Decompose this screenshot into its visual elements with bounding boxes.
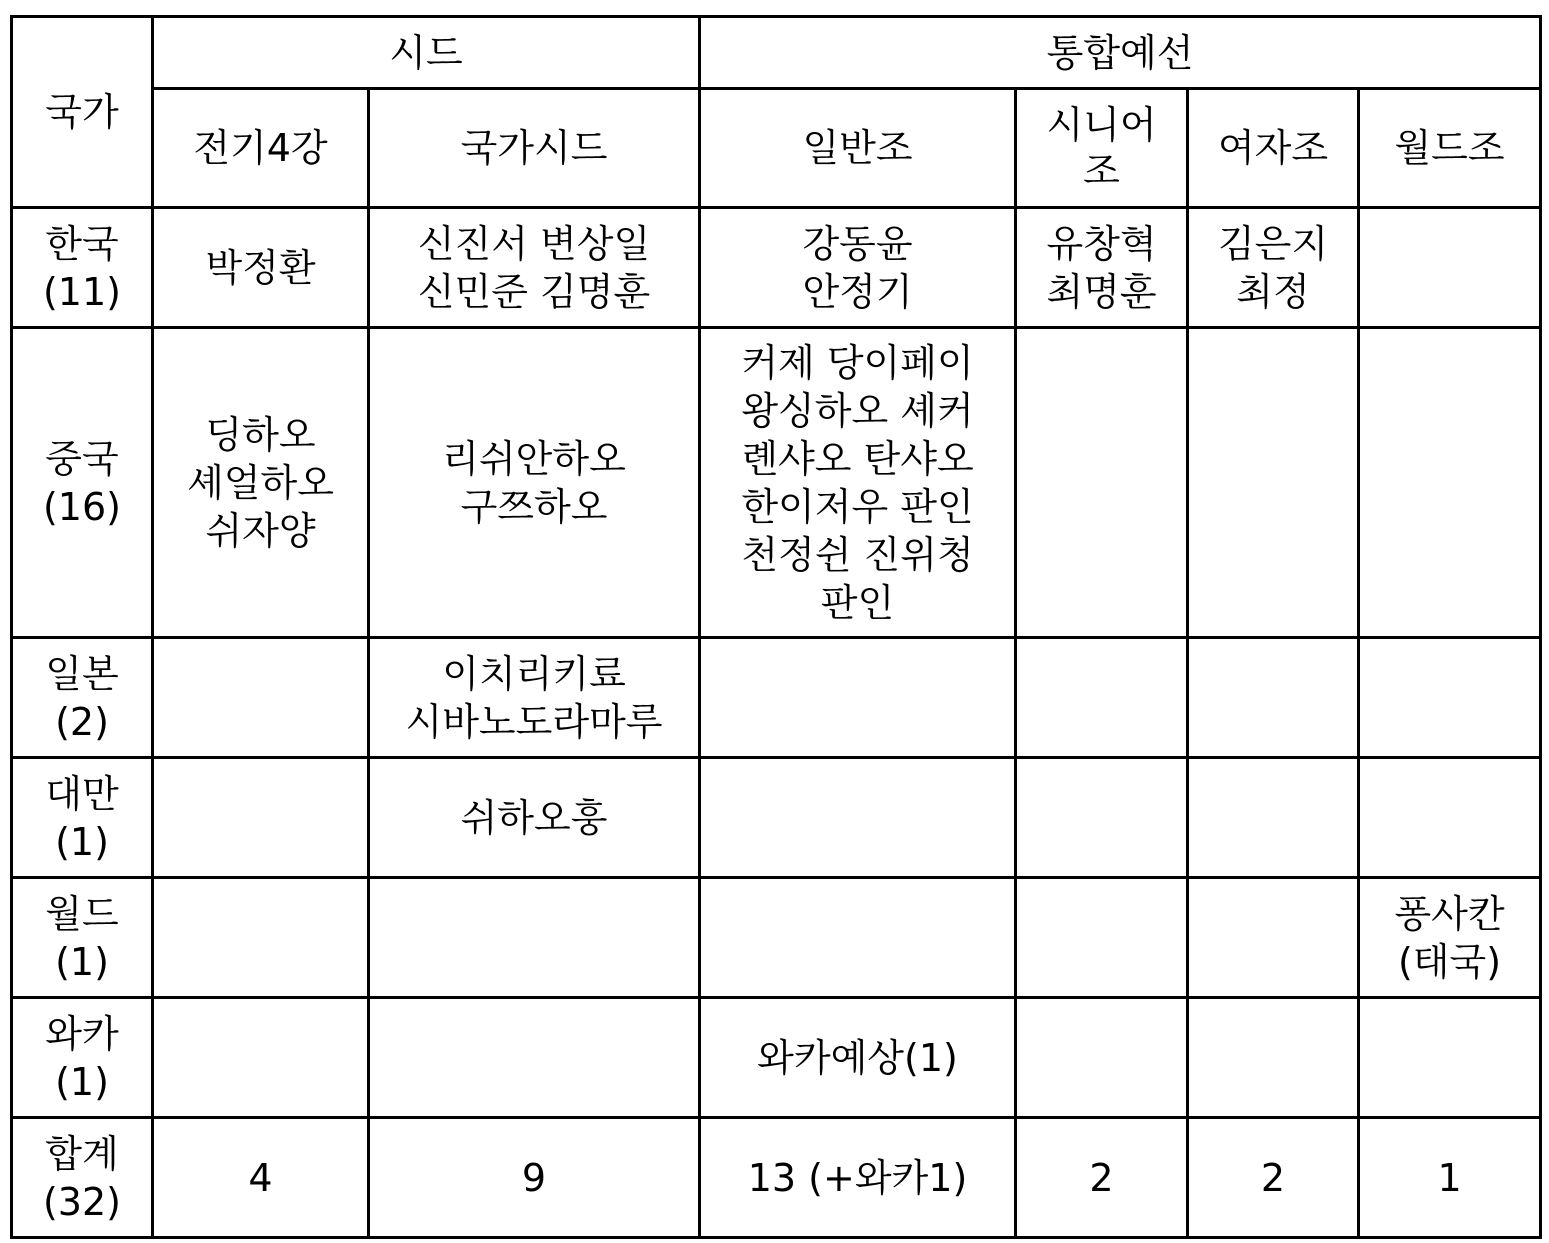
country-name: 한국	[45, 221, 119, 266]
player-entry: 딩하오	[205, 412, 316, 457]
cell-world	[1359, 638, 1541, 758]
country-name: 와카	[45, 1011, 119, 1056]
player-entry: 롄샤오 탄샤오	[741, 436, 974, 481]
player-entry: 유창혁	[1046, 221, 1157, 266]
cell-senior	[1016, 208, 1188, 328]
cell-women	[1188, 208, 1359, 328]
row-china	[12, 328, 1541, 638]
row-world	[12, 878, 1541, 998]
player-entry: 안정기	[802, 269, 913, 314]
player-entry: 쉬하오훙	[460, 795, 608, 840]
player-entry: 쉬자양	[205, 508, 316, 553]
cell-general	[700, 878, 1016, 998]
player-entry: 이치리키료	[442, 651, 626, 696]
cell-national-seed	[369, 208, 700, 328]
cell-prev-top4	[153, 1118, 369, 1238]
country-cell	[12, 208, 153, 328]
row-japan	[12, 638, 1541, 758]
column-header-senior-label: 시니어 조	[1046, 103, 1157, 193]
column-header-senior	[1016, 89, 1188, 208]
cell-women	[1188, 328, 1359, 638]
header-row-groups	[12, 17, 1541, 89]
player-entry: 퐁사칸	[1394, 891, 1505, 936]
country-cell	[12, 758, 153, 878]
player-entry: 커제 당이페이	[741, 340, 974, 385]
cell-world	[1359, 1118, 1541, 1238]
cell-world	[1359, 878, 1541, 998]
cell-senior	[1016, 328, 1188, 638]
cell-prev-top4	[153, 758, 369, 878]
country-cell	[12, 878, 153, 998]
seed-group-header: 시드	[153, 17, 700, 89]
country-cell	[12, 328, 153, 638]
cell-world	[1359, 328, 1541, 638]
row-korea	[12, 208, 1541, 328]
seeding-table	[10, 15, 1542, 1239]
cell-national-seed	[369, 638, 700, 758]
cell-women	[1188, 878, 1359, 998]
country-cell	[12, 638, 153, 758]
cell-senior	[1016, 638, 1188, 758]
cell-senior	[1016, 1118, 1188, 1238]
cell-national-seed	[369, 998, 700, 1118]
cell-national-seed	[369, 1118, 700, 1238]
player-entry: 최정	[1236, 269, 1310, 314]
cell-women	[1188, 998, 1359, 1118]
cell-general	[700, 998, 1016, 1118]
country-name: 일본	[45, 651, 119, 696]
player-entry: 신민준 김명훈	[417, 269, 651, 314]
country-cell	[12, 1118, 153, 1238]
column-header-national-seed: 국가시드	[369, 89, 700, 208]
player-entry: 구쯔하오	[460, 484, 608, 529]
country-player-count: (32)	[42, 1179, 121, 1224]
cell-world	[1359, 208, 1541, 328]
row-taiwan	[12, 758, 1541, 878]
cell-world	[1359, 758, 1541, 878]
player-entry: 왕싱하오 셰커	[741, 388, 974, 433]
cell-prev-top4	[153, 208, 369, 328]
column-header-prev-top4: 전기4강	[153, 89, 369, 208]
player-entry: 최명훈	[1046, 269, 1157, 314]
row-wildcard	[12, 998, 1541, 1118]
player-entry: 판인	[820, 580, 895, 625]
header-row-columns	[12, 89, 1541, 208]
cell-prev-top4	[153, 638, 369, 758]
cell-senior	[1016, 998, 1188, 1118]
player-entry: 2	[1260, 1155, 1286, 1200]
player-entry: 2	[1089, 1155, 1114, 1200]
country-name: 월드	[45, 891, 119, 936]
cell-national-seed	[369, 328, 700, 638]
player-entry: 와카예상(1)	[757, 1035, 958, 1080]
player-entry: 김은지	[1217, 221, 1329, 266]
player-entry: 한이저우 판인	[741, 484, 974, 529]
country-player-count: (1)	[55, 939, 109, 984]
cell-world	[1359, 998, 1541, 1118]
cell-prev-top4	[153, 998, 369, 1118]
player-entry: 리쉬안하오	[442, 436, 626, 481]
country-player-count: (1)	[55, 1059, 109, 1104]
player-entry: 13 (+와카1)	[747, 1155, 968, 1200]
country-cell	[12, 998, 153, 1118]
player-entry: 강동윤	[802, 221, 913, 266]
cell-general	[700, 208, 1016, 328]
player-entry: 천정쉰 진위청	[741, 532, 974, 577]
player-entry: (태국)	[1397, 939, 1502, 984]
cell-women	[1188, 758, 1359, 878]
cell-women	[1188, 1118, 1359, 1238]
player-entry: 9	[521, 1155, 547, 1200]
column-header-women: 여자조	[1188, 89, 1359, 208]
cell-women	[1188, 638, 1359, 758]
qualifier-group-header: 통합예선	[700, 17, 1541, 89]
cell-general	[700, 638, 1016, 758]
player-entry: 박정환	[205, 245, 316, 290]
country-player-count: (2)	[55, 699, 109, 744]
cell-senior	[1016, 878, 1188, 998]
player-entry: 셰얼하오	[187, 460, 334, 505]
country-player-count: (1)	[55, 819, 109, 864]
cell-prev-top4	[153, 328, 369, 638]
cell-senior	[1016, 758, 1188, 878]
cell-prev-top4	[153, 878, 369, 998]
country-header: 국가	[12, 17, 153, 208]
cell-general	[700, 1118, 1016, 1238]
cell-national-seed	[369, 758, 700, 878]
cell-general	[700, 328, 1016, 638]
cell-national-seed	[369, 878, 700, 998]
country-name: 중국	[45, 436, 119, 481]
country-name: 대만	[45, 771, 119, 816]
country-player-count: (16)	[42, 484, 121, 529]
player-entry: 1	[1437, 1155, 1462, 1200]
table-body	[12, 208, 1541, 1238]
player-entry: 신진서 변상일	[417, 221, 651, 266]
row-total	[12, 1118, 1541, 1238]
player-entry: 4	[248, 1155, 273, 1200]
player-entry: 시바노도라마루	[405, 699, 663, 744]
column-header-world: 월드조	[1359, 89, 1541, 208]
country-name: 합계	[45, 1131, 119, 1176]
cell-general	[700, 758, 1016, 878]
country-player-count: (11)	[42, 269, 121, 314]
column-header-general: 일반조	[700, 89, 1016, 208]
